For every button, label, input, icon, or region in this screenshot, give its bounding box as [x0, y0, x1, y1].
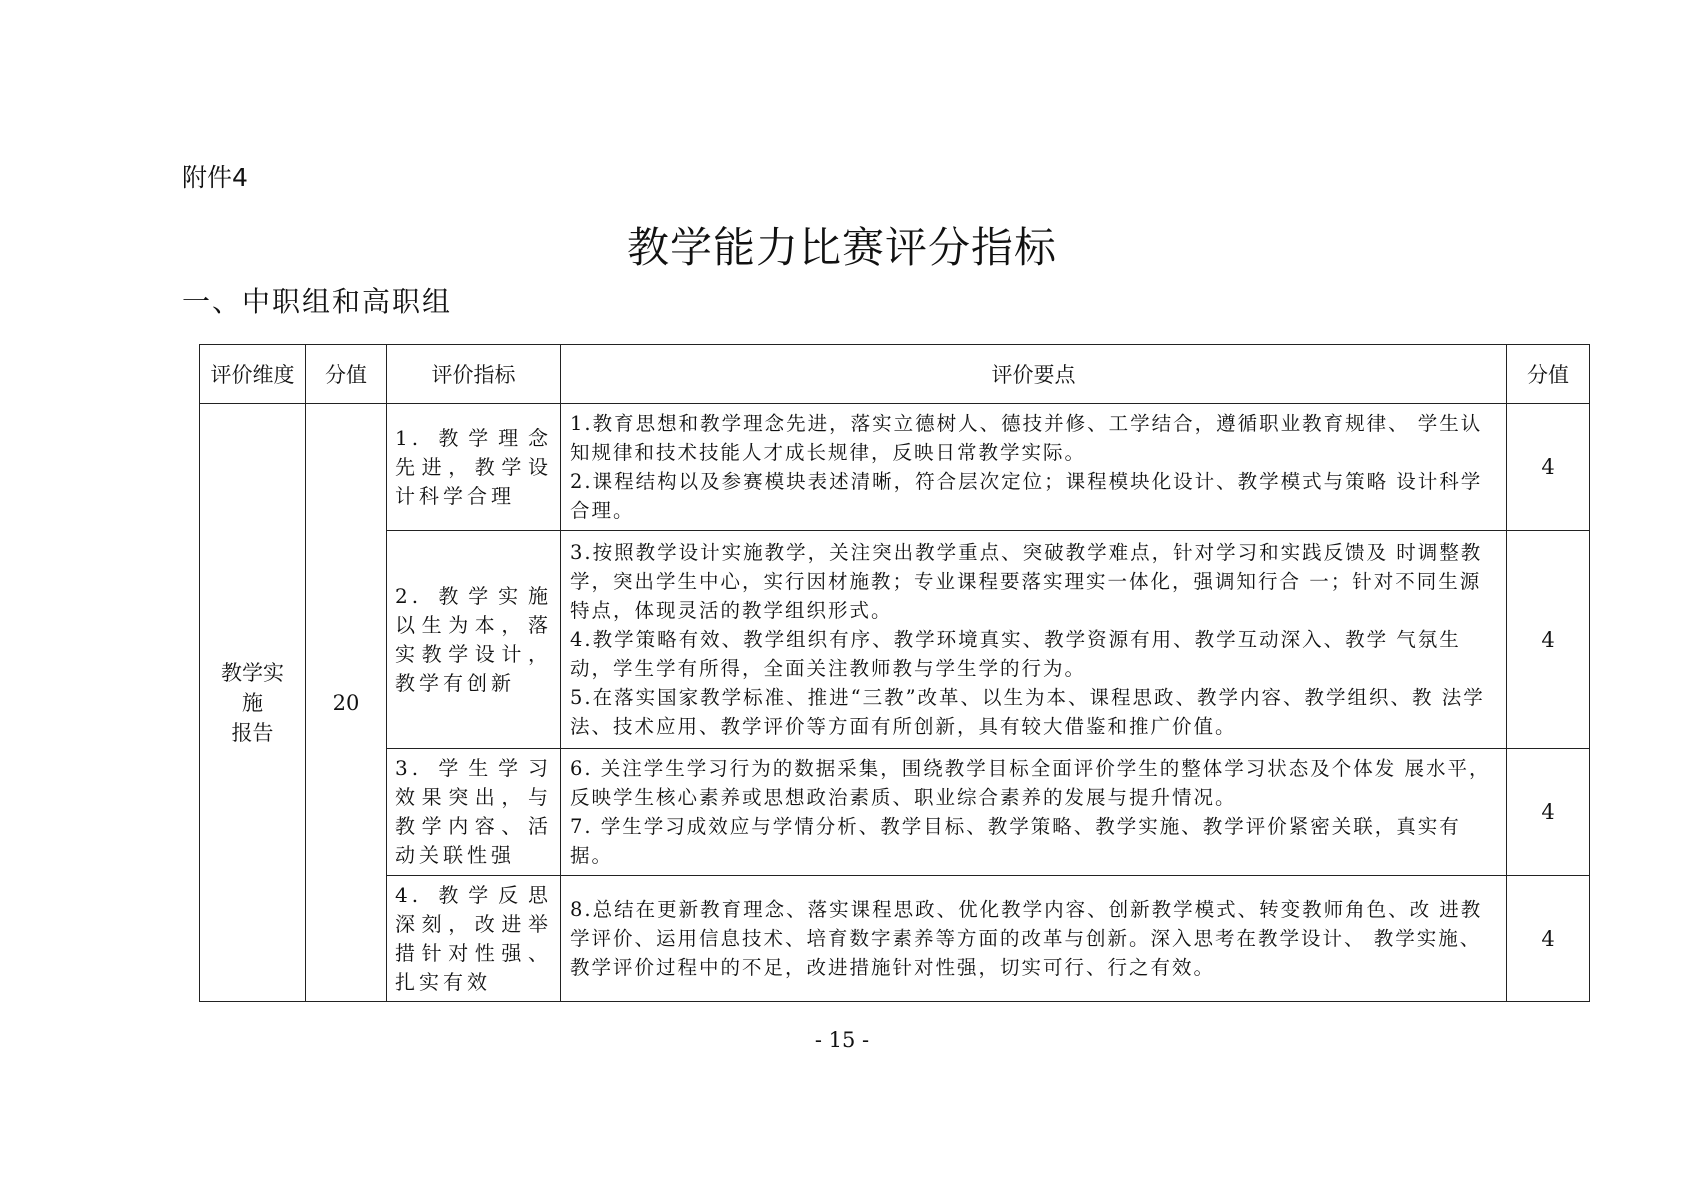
indicator-cell: 4. 教学反思深刻，改进举措针对性强、扎实有效 — [387, 876, 561, 1002]
header-key-points: 评价要点 — [561, 345, 1507, 404]
indicator-cell: 1. 教学理念先进，教学设计科学合理 — [387, 404, 561, 531]
page-number: - 15 - — [814, 1028, 870, 1052]
key-point: 6. 关注学生学习行为的数据采集，围绕教学目标全面评价学生的整体学习状态及个体发 展水平，反映学生核心素养或思想政治素质、职业综合素养的发展与提升情况。 — [570, 757, 1491, 809]
key-point: 1.教育思想和教学理念先进，落实立德树人、德技并修、工学结合，遵循职业教育规律、 学生认知规律和技术技能人才成长规律，反映日常教学实际。 — [570, 412, 1483, 464]
table-row — [200, 876, 1590, 1002]
table-row — [200, 404, 1590, 531]
scoring-table — [199, 344, 1590, 1002]
header-points-score: 分值 — [1507, 345, 1590, 404]
table-row — [200, 531, 1590, 749]
section-heading: 一、中职组和高职组 — [182, 285, 453, 318]
key-point: 5.在落实国家教学标准、推进“三教”改革、以生为本、课程思政、教学内容、教学组织、教 法学法、技术应用、教学评价等方面有所创新，具有较大借鉴和推广价值。 — [570, 686, 1485, 738]
dimension-line: 报告 — [231, 720, 274, 745]
key-point: 2.课程结构以及参赛模块表述清晰，符合层次定位；课程模块化设计、教学模式与策略 设计科学合理。 — [570, 470, 1483, 522]
dimension-line: 施 — [242, 690, 263, 715]
header-indicator: 评价指标 — [387, 345, 561, 404]
row-score-cell: 4 — [1507, 876, 1590, 1002]
key-points-cell — [561, 876, 1507, 1002]
dimension-cell — [200, 404, 306, 1002]
key-points-cell — [561, 749, 1507, 876]
table-header-row — [200, 345, 1590, 404]
table-row — [200, 749, 1590, 876]
key-points-cell — [561, 404, 1507, 531]
indicator-cell: 3. 学生学习效果突出，与教学内容、活动关联性强 — [387, 749, 561, 876]
header-score: 分值 — [306, 345, 387, 404]
key-point: 4.教学策略有效、教学组织有序、教学环境真实、教学资源有用、教学互动深入、教学 气氛生动，学生学有所得，全面关注教师教与学生学的行为。 — [570, 628, 1461, 680]
dimension-line: 教学实 — [221, 660, 284, 685]
attachment-label: 附件4 — [182, 163, 248, 192]
key-point: 8.总结在更新教育理念、落实课程思政、优化教学内容、创新教学模式、转变教师角色、改 进教学评价、运用信息技术、培育数字素养等方面的改革与创新。深入思考在教学设计、 教学实施、教学评价过程中的不足，改进措施针对性强，切实可行、行之有效。 — [570, 898, 1483, 979]
row-score-cell: 4 — [1507, 404, 1590, 531]
row-score-cell: 4 — [1507, 531, 1590, 749]
document-title: 教学能力比赛评分指标 — [626, 223, 1057, 272]
key-point: 3.按照教学设计实施教学，关注突出教学重点、突破教学难点，针对学习和实践反馈及 时调整教学，突出学生中心，实行因材施教；专业课程要落实理实一体化，强调知行合 一；针对不同生源特点，体现灵活的教学组织形式。 — [570, 541, 1483, 622]
key-point: 7. 学生学习成效应与学情分析、教学目标、教学策略、教学实施、教学评价紧密关联，真实有据。 — [570, 815, 1461, 867]
row-score-cell: 4 — [1507, 749, 1590, 876]
total-score-cell: 20 — [306, 404, 387, 1002]
header-dimension: 评价维度 — [200, 345, 306, 404]
key-points-cell — [561, 531, 1507, 749]
indicator-cell: 2. 教学实施以生为本，落实教学设计，教学有创新 — [387, 531, 561, 749]
